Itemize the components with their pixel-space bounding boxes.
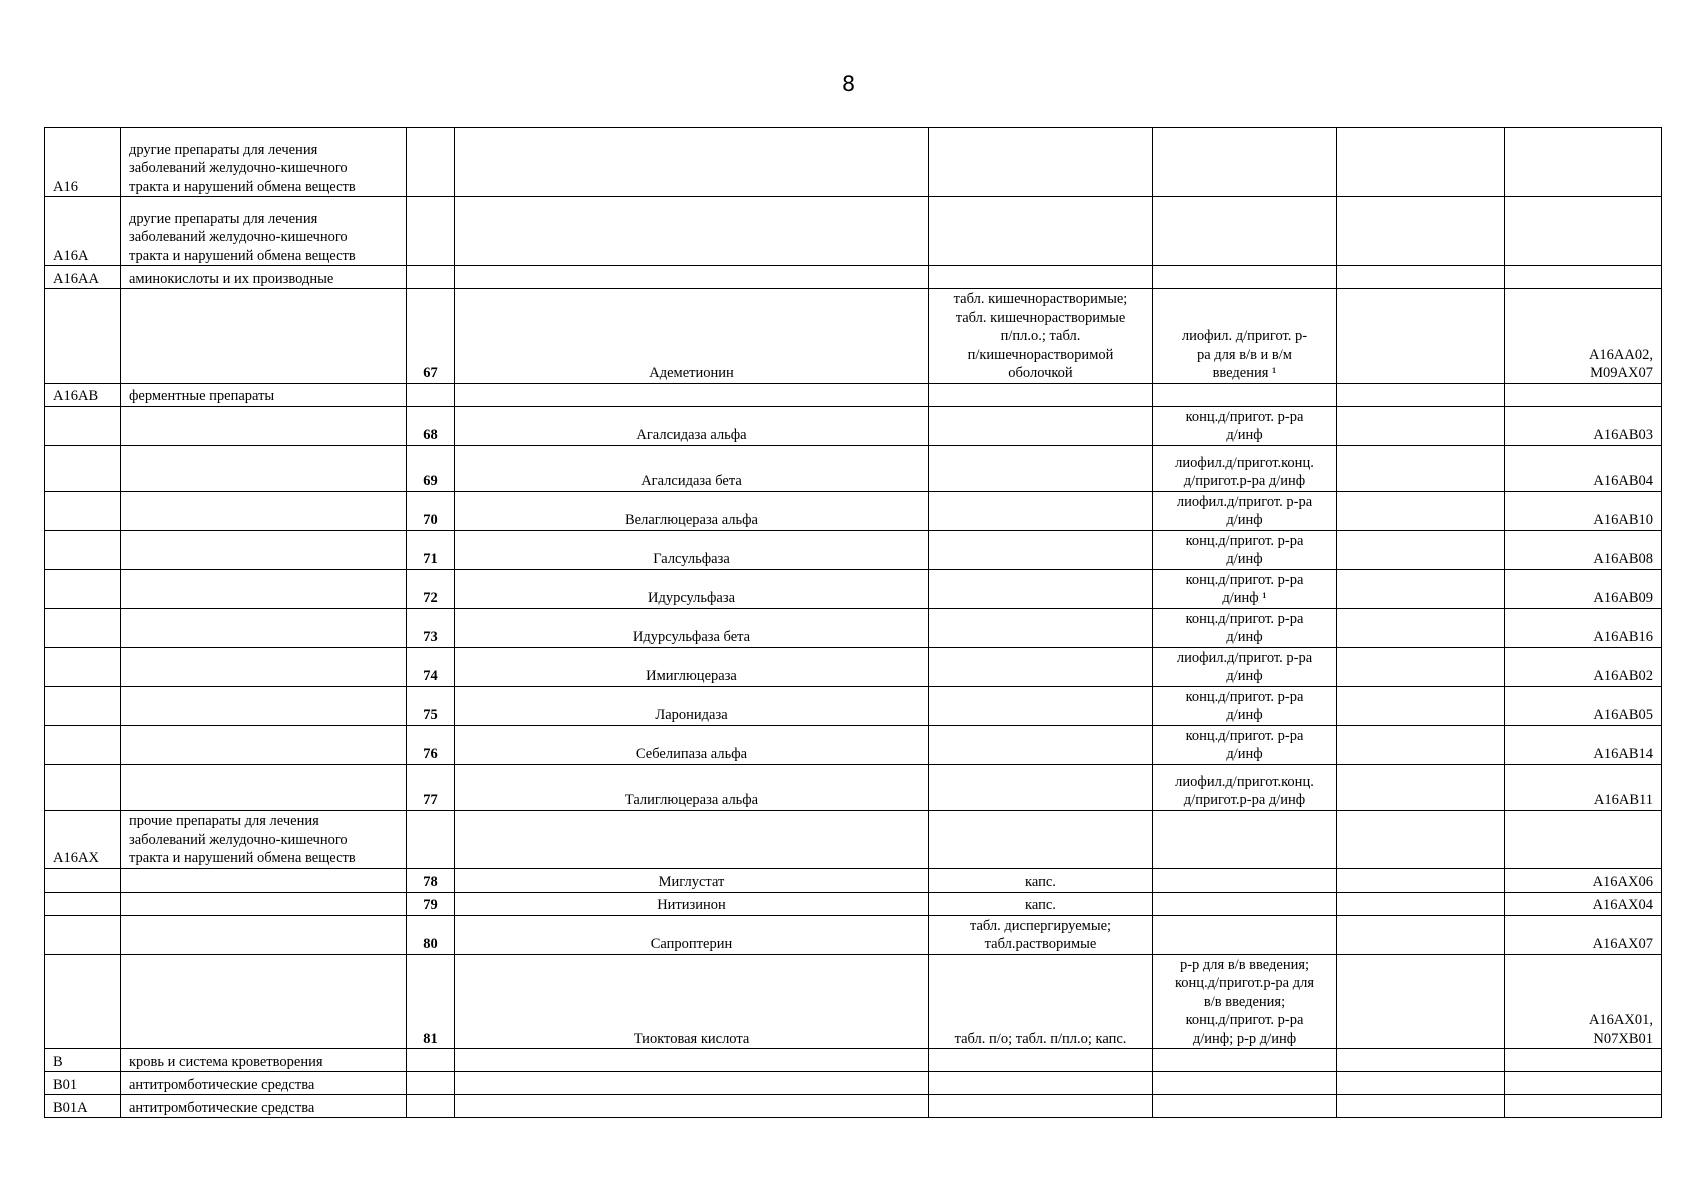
atc-group-code-cell: A16AB [45,383,121,406]
atc-code-cell [1505,569,1662,608]
injection-form-line: лиофил. д/пригот. р- [1181,328,1308,344]
atc-code-line: A16AX06 [1592,874,1653,890]
empty-cell [1337,647,1505,686]
atc-code-line: A16AB11 [1593,792,1653,808]
empty-cell [1337,1049,1505,1072]
atc-code-cell [1505,406,1662,445]
group-description-cell [121,725,407,764]
dosage-form-line: табл. диспергируемые; [969,917,1112,934]
injection-form-line: д/инф [1226,427,1263,443]
injection-form-line: д/пригот.р-ра д/инф [1183,473,1306,489]
table-row [45,445,1662,491]
item-number-cell [407,128,455,197]
dosage-form-cell [929,954,1153,1049]
item-number-cell [407,197,455,266]
item-number-cell: 77 [407,764,455,810]
atc-group-code-cell: B01 [45,1072,121,1095]
drug-name-cell: Галсульфаза [455,530,929,569]
dosage-form-line: табл. кишечнорастворимые [955,309,1126,326]
atc-group-code-cell [45,954,121,1049]
atc-group-code-cell [45,764,121,810]
atc-group-code-cell [45,445,121,491]
atc-code-cell [1505,197,1662,266]
empty-cell [1337,954,1505,1049]
table-row [45,383,1662,406]
injection-form-line: д/инф [1226,707,1263,723]
group-description-cell [121,686,407,725]
empty-cell [1337,892,1505,915]
table-row [45,954,1662,1049]
injection-form-cell [1153,647,1337,686]
dosage-form-cell [929,915,1153,954]
atc-group-code-cell [45,915,121,954]
injection-form-cell [1153,289,1337,384]
group-description-line: антитромботические средства [129,1099,315,1116]
atc-code-cell [1505,764,1662,810]
table-row [45,892,1662,915]
injection-form-cell [1153,197,1337,266]
group-description-cell [121,892,407,915]
atc-group-code-cell: A16 [45,128,121,197]
dosage-form-line: оболочкой [1008,365,1073,381]
item-number-cell [407,1095,455,1118]
drug-name-cell [455,197,929,266]
atc-code-cell [1505,915,1662,954]
empty-cell [1337,128,1505,197]
atc-code-line: A16AB04 [1593,473,1653,489]
item-number-cell: 76 [407,725,455,764]
dosage-form-line: п/пл.о.; табл. [1000,328,1081,344]
group-description-cell [121,608,407,647]
table-row [45,868,1662,892]
group-description-line: другие препараты для лечения [129,210,318,227]
dosage-form-cell [929,445,1153,491]
dosage-form-cell [929,1049,1153,1072]
group-description-line: тракта и нарушений обмена веществ [129,850,356,866]
group-description-cell [121,1049,407,1072]
dosage-form-line: п/кишечнорастворимой [967,346,1114,363]
empty-cell [1337,406,1505,445]
drug-name-cell: Себелипаза альфа [455,725,929,764]
injection-form-line: конц.д/пригот. р-ра [1185,408,1304,425]
item-number-cell [407,810,455,868]
atc-code-line: A16AA02, [1588,346,1653,363]
table-body [45,128,1662,1118]
injection-form-cell [1153,608,1337,647]
empty-cell [1337,686,1505,725]
injection-form-cell [1153,1072,1337,1095]
group-description-cell [121,445,407,491]
injection-form-line: введения ¹ [1212,365,1277,381]
drug-name-cell: Идурсульфаза [455,569,929,608]
table-row [45,406,1662,445]
page-number: 8 [841,72,856,96]
injection-form-line: р-р для в/в введения; [1179,956,1310,973]
drug-name-cell: Агалсидаза бета [455,445,929,491]
atc-code-line: M09AX07 [1590,365,1653,381]
group-description-cell [121,383,407,406]
drug-name-cell: Ларонидаза [455,686,929,725]
injection-form-line: д/инф; р-р д/инф [1192,1030,1297,1047]
injection-form-line: д/инф [1226,512,1263,528]
group-description-cell [121,647,407,686]
group-description-cell [121,764,407,810]
atc-code-line: N07XB01 [1593,1030,1653,1047]
injection-form-line: д/инф [1226,668,1263,684]
atc-code-cell [1505,530,1662,569]
atc-code-line: A16AB08 [1593,551,1653,567]
drug-name-cell: Сапроптерин [455,915,929,954]
table-row [45,810,1662,868]
item-number-cell: 81 [407,954,455,1049]
atc-group-code-cell [45,406,121,445]
dosage-form-cell [929,266,1153,289]
item-number-cell [407,1072,455,1095]
atc-group-code-cell [45,686,121,725]
atc-code-cell [1505,383,1662,406]
atc-group-code-cell: A16AX [45,810,121,868]
atc-group-code-cell [45,725,121,764]
injection-form-line: в/в введения; [1203,993,1286,1010]
atc-code-cell [1505,954,1662,1049]
dosage-form-line: табл. п/о; табл. п/пл.о; капс. [954,1030,1127,1047]
dosage-form-line: табл.растворимые [984,936,1097,952]
table-row [45,1049,1662,1072]
injection-form-cell [1153,406,1337,445]
table-row [45,266,1662,289]
item-number-cell: 69 [407,445,455,491]
dosage-form-line: капс. [1025,897,1056,913]
dosage-form-cell [929,1072,1153,1095]
dosage-form-cell [929,686,1153,725]
injection-form-cell [1153,1095,1337,1118]
group-description-line: ферментные препараты [129,388,275,404]
item-number-cell: 75 [407,686,455,725]
empty-cell [1337,1072,1505,1095]
item-number-cell: 73 [407,608,455,647]
empty-cell [1337,569,1505,608]
table-row [45,647,1662,686]
table-row [45,686,1662,725]
dosage-form-cell [929,810,1153,868]
group-description-cell [121,954,407,1049]
atc-code-cell [1505,810,1662,868]
drug-name-cell [455,266,929,289]
injection-form-line: лиофил.д/пригот. р-ра [1176,649,1313,666]
dosage-form-cell [929,128,1153,197]
injection-form-line: д/инф [1226,629,1263,645]
atc-group-code-cell [45,892,121,915]
drug-name-cell: Агалсидаза альфа [455,406,929,445]
drug-name-cell: Нитизинон [455,892,929,915]
atc-code-line: A16AB05 [1593,707,1653,723]
group-description-line: другие препараты для лечения [129,141,318,158]
atc-group-code-cell [45,289,121,384]
table-row [45,608,1662,647]
atc-code-cell [1505,725,1662,764]
table-row [45,491,1662,530]
atc-group-code-cell: B01A [45,1095,121,1118]
drug-list-table [44,127,1662,1118]
drug-name-cell [455,128,929,197]
atc-group-code-cell: A16A [45,197,121,266]
group-description-line: прочие препараты для лечения [129,813,319,829]
dosage-form-line: табл. кишечнорастворимые; [953,291,1128,307]
item-number-cell [407,1049,455,1072]
atc-code-cell [1505,445,1662,491]
table-row [45,1072,1662,1095]
empty-cell [1337,197,1505,266]
atc-code-cell [1505,266,1662,289]
injection-form-line: д/инф [1226,746,1263,762]
injection-form-line: д/инф [1226,551,1263,567]
item-number-cell [407,266,455,289]
dosage-form-line: капс. [1025,874,1056,890]
table-row [45,1095,1662,1118]
atc-code-cell [1505,868,1662,892]
group-description-cell [121,569,407,608]
table-row [45,764,1662,810]
empty-cell [1337,764,1505,810]
item-number-cell: 72 [407,569,455,608]
atc-code-line: A16AB09 [1593,590,1653,606]
group-description-cell [121,406,407,445]
dosage-form-cell [929,406,1153,445]
atc-code-cell [1505,1072,1662,1095]
atc-code-line: A16AX01, [1588,1012,1653,1028]
empty-cell [1337,445,1505,491]
group-description-cell [121,128,407,197]
group-description-line: заболеваний желудочно-кишечного [129,831,348,848]
dosage-form-cell [929,868,1153,892]
injection-form-line: конц.д/пригот. р-ра [1185,610,1304,627]
group-description-cell [121,197,407,266]
injection-form-cell [1153,530,1337,569]
injection-form-line: конц.д/пригот. р-ра [1185,532,1304,549]
dosage-form-cell [929,1095,1153,1118]
group-description-cell [121,868,407,892]
dosage-form-cell [929,764,1153,810]
atc-code-line: A16AX04 [1592,897,1653,913]
atc-group-code-cell [45,569,121,608]
atc-group-code-cell [45,608,121,647]
atc-code-cell [1505,491,1662,530]
atc-code-line: A16AX07 [1592,936,1653,952]
atc-group-code-cell [45,530,121,569]
empty-cell [1337,608,1505,647]
injection-form-line: конц.д/пригот. р-ра [1185,1012,1304,1028]
drug-name-cell: Идурсульфаза бета [455,608,929,647]
atc-code-cell [1505,647,1662,686]
atc-code-cell [1505,608,1662,647]
item-number-cell: 78 [407,868,455,892]
item-number-cell: 71 [407,530,455,569]
table-row [45,725,1662,764]
dosage-form-cell [929,491,1153,530]
drug-name-cell: Миглустат [455,868,929,892]
table-row [45,197,1662,266]
empty-cell [1337,915,1505,954]
drug-name-cell [455,1095,929,1118]
group-description-cell [121,530,407,569]
injection-form-cell [1153,569,1337,608]
atc-code-cell [1505,892,1662,915]
injection-form-cell [1153,915,1337,954]
empty-cell [1337,810,1505,868]
injection-form-line: конц.д/пригот. р-ра [1185,688,1304,705]
item-number-cell: 67 [407,289,455,384]
empty-cell [1337,383,1505,406]
injection-form-cell [1153,686,1337,725]
atc-code-line: A16AB16 [1593,629,1653,645]
atc-group-code-cell: B [45,1049,121,1072]
empty-cell [1337,530,1505,569]
group-description-line: аминокислоты и их производные [129,270,334,287]
injection-form-line: лиофил.д/пригот. р-ра [1176,493,1313,510]
group-description-cell [121,289,407,384]
atc-code-line: A16AB02 [1593,668,1653,684]
injection-form-line: д/пригот.р-ра д/инф [1183,792,1306,808]
atc-group-code-cell [45,868,121,892]
group-description-cell [121,810,407,868]
dosage-form-cell [929,725,1153,764]
drug-name-cell [455,810,929,868]
injection-form-cell [1153,810,1337,868]
empty-cell [1337,868,1505,892]
injection-form-cell [1153,383,1337,406]
drug-name-cell: Имиглюцераза [455,647,929,686]
drug-name-cell [455,1049,929,1072]
empty-cell [1337,289,1505,384]
injection-form-line: конц.д/пригот. р-ра [1185,571,1304,588]
table-row [45,915,1662,954]
injection-form-line: ра для в/в и в/м [1196,346,1292,363]
drug-name-cell: Велаглюцераза альфа [455,491,929,530]
dosage-form-cell [929,289,1153,384]
empty-cell [1337,266,1505,289]
table-row [45,569,1662,608]
table-row [45,128,1662,197]
dosage-form-cell [929,608,1153,647]
dosage-form-cell [929,647,1153,686]
drug-name-cell [455,383,929,406]
group-description-line: заболеваний желудочно-кишечного [129,160,348,176]
injection-form-cell [1153,266,1337,289]
injection-form-line: конц.д/пригот. р-ра [1185,727,1304,744]
group-description-cell [121,491,407,530]
injection-form-line: лиофил.д/пригот.конц. [1175,773,1314,790]
atc-group-code-cell [45,647,121,686]
dosage-form-cell [929,197,1153,266]
empty-cell [1337,1095,1505,1118]
dosage-form-cell [929,530,1153,569]
dosage-form-cell [929,569,1153,608]
item-number-cell: 80 [407,915,455,954]
injection-form-line: конц.д/пригот.р-ра для [1174,975,1315,991]
injection-form-cell [1153,445,1337,491]
injection-form-cell [1153,128,1337,197]
injection-form-cell [1153,725,1337,764]
group-description-line: заболеваний желудочно-кишечного [129,229,348,245]
item-number-cell: 74 [407,647,455,686]
item-number-cell: 70 [407,491,455,530]
atc-code-line: A16AB03 [1593,427,1653,443]
atc-code-cell [1505,686,1662,725]
atc-code-cell [1505,1049,1662,1072]
group-description-line: антитромботические средства [129,1076,315,1093]
empty-cell [1337,491,1505,530]
group-description-cell [121,915,407,954]
injection-form-line: лиофил.д/пригот.конц. [1175,454,1314,471]
atc-group-code-cell: A16AA [45,266,121,289]
empty-cell [1337,725,1505,764]
drug-name-cell: Тиоктовая кислота [455,954,929,1049]
dosage-form-cell [929,892,1153,915]
group-description-cell [121,266,407,289]
group-description-line: тракта и нарушений обмена веществ [129,247,356,264]
dosage-form-cell [929,383,1153,406]
group-description-line: тракта и нарушений обмена веществ [129,178,356,195]
injection-form-cell [1153,892,1337,915]
item-number-cell: 68 [407,406,455,445]
injection-form-cell [1153,954,1337,1049]
atc-code-cell [1505,289,1662,384]
group-description-cell [121,1072,407,1095]
injection-form-cell [1153,1049,1337,1072]
item-number-cell [407,383,455,406]
group-description-cell [121,1095,407,1118]
table-row [45,289,1662,384]
drug-name-cell: Адеметионин [455,289,929,384]
atc-code-cell [1505,1095,1662,1118]
item-number-cell: 79 [407,892,455,915]
atc-code-cell [1505,128,1662,197]
group-description-line: кровь и система кроветворения [129,1053,323,1070]
atc-code-line: A16AB14 [1593,746,1653,762]
injection-form-cell [1153,868,1337,892]
injection-form-cell [1153,764,1337,810]
atc-code-line: A16AB10 [1593,512,1653,528]
injection-form-cell [1153,491,1337,530]
table-row [45,530,1662,569]
drug-name-cell: Талиглюцераза альфа [455,764,929,810]
injection-form-line: д/инф ¹ [1222,590,1267,606]
atc-group-code-cell [45,491,121,530]
drug-name-cell [455,1072,929,1095]
